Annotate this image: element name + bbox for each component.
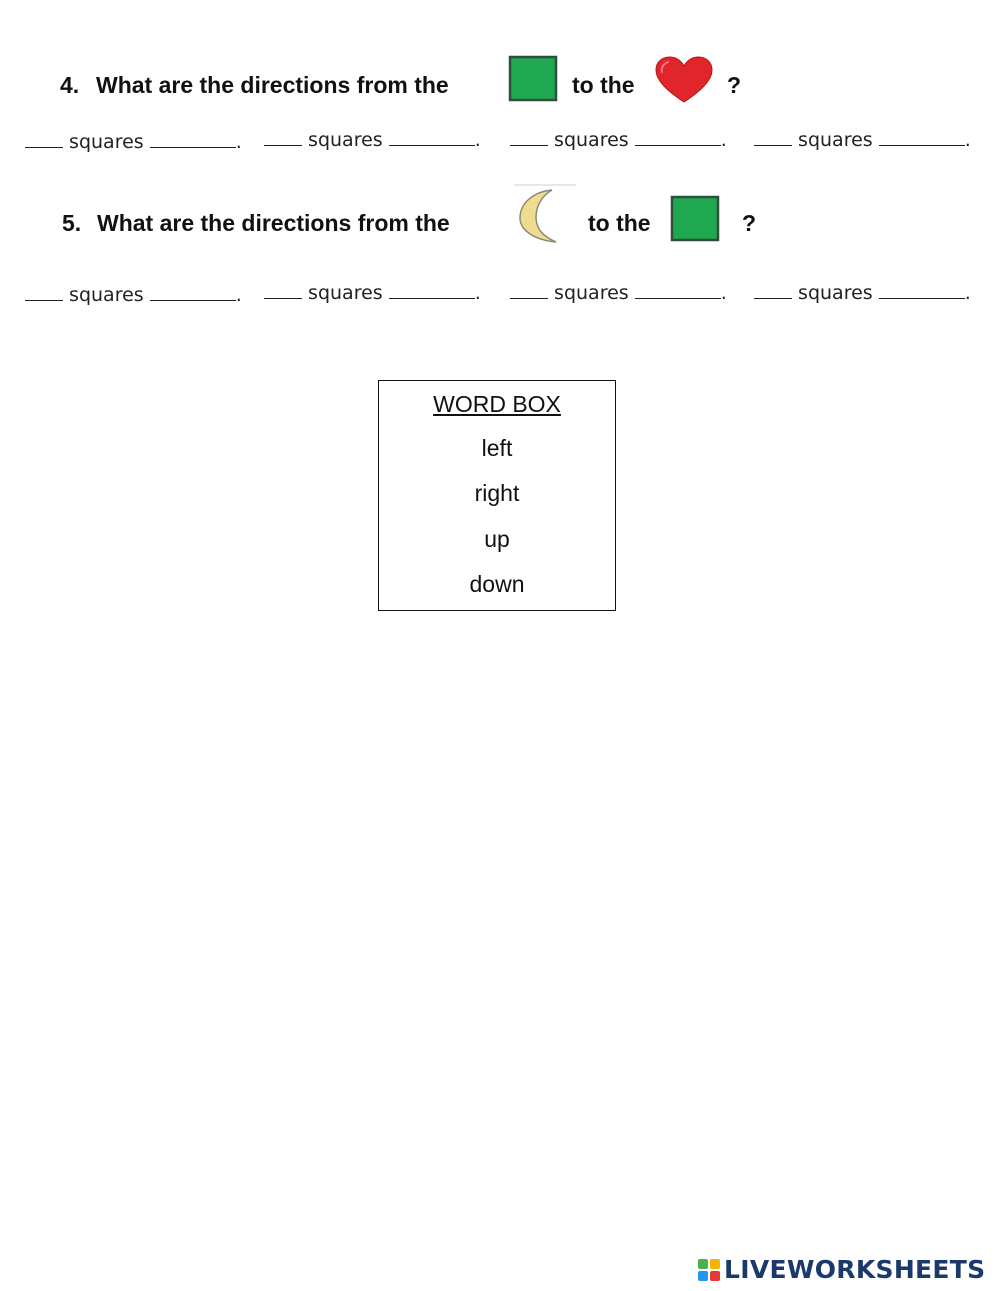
brand-grid-icon bbox=[698, 1259, 720, 1281]
question-4-text: What are the directions from the bbox=[96, 72, 449, 98]
answer-line: squares . bbox=[754, 282, 971, 304]
direction-blank[interactable] bbox=[150, 146, 236, 148]
answer-line: squares . bbox=[264, 282, 481, 304]
question-5-end: ? bbox=[742, 210, 757, 236]
count-blank[interactable] bbox=[264, 144, 302, 146]
count-blank[interactable] bbox=[264, 297, 302, 299]
word-box bbox=[378, 380, 616, 611]
word-right: right bbox=[474, 480, 520, 506]
word-left: left bbox=[481, 435, 513, 461]
answer-line: squares . bbox=[510, 282, 727, 304]
question-5-connector: to the bbox=[588, 210, 651, 236]
direction-blank[interactable] bbox=[150, 299, 236, 301]
word-down: down bbox=[469, 571, 525, 597]
answer-line: squares . bbox=[25, 131, 242, 153]
count-blank[interactable] bbox=[25, 299, 63, 301]
question-5-text: What are the directions from the bbox=[97, 210, 450, 236]
word-box-title: WORD BOX bbox=[433, 391, 561, 417]
count-blank[interactable] bbox=[754, 297, 792, 299]
count-blank[interactable] bbox=[754, 144, 792, 146]
direction-blank[interactable] bbox=[635, 297, 721, 299]
count-blank[interactable] bbox=[510, 297, 548, 299]
red-heart-icon bbox=[654, 56, 714, 104]
answer-line: squares . bbox=[25, 284, 242, 306]
question-5-number: 5. bbox=[62, 210, 82, 236]
word-up: up bbox=[484, 526, 510, 552]
green-square-icon bbox=[508, 55, 558, 102]
question-4-connector: to the bbox=[572, 72, 635, 98]
answer-line: squares . bbox=[754, 129, 971, 151]
question-4-number: 4. bbox=[60, 72, 80, 98]
direction-blank[interactable] bbox=[389, 297, 475, 299]
answer-line: squares . bbox=[510, 129, 727, 151]
question-4-end: ? bbox=[727, 72, 742, 98]
direction-blank[interactable] bbox=[879, 144, 965, 146]
green-square-icon bbox=[670, 195, 720, 242]
direction-blank[interactable] bbox=[389, 144, 475, 146]
crescent-moon-icon bbox=[512, 184, 578, 246]
brand-text: LIVEWORKSHEETS bbox=[724, 1255, 986, 1284]
count-blank[interactable] bbox=[510, 144, 548, 146]
direction-blank[interactable] bbox=[879, 297, 965, 299]
direction-blank[interactable] bbox=[635, 144, 721, 146]
count-blank[interactable] bbox=[25, 146, 63, 148]
answer-line: squares . bbox=[264, 129, 481, 151]
